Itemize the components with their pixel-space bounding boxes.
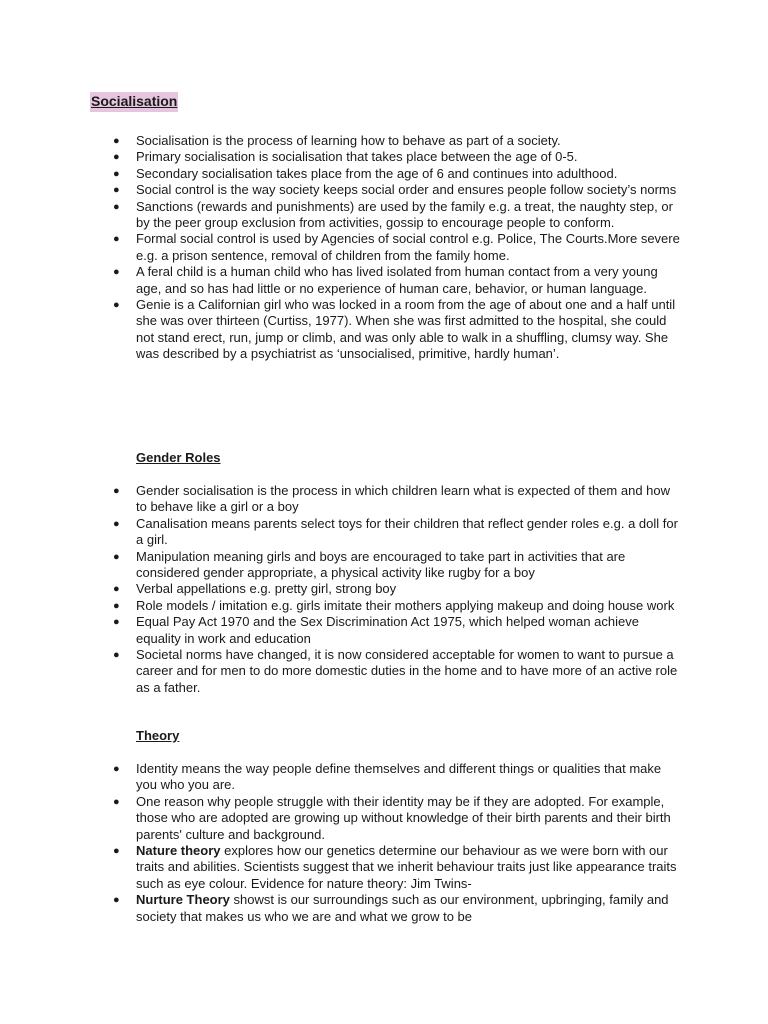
bullet-icon: ●: [113, 299, 120, 312]
list-item: ● Socialisation is the process of learning how to behave as part of a society.: [113, 133, 561, 148]
bullet-icon: ●: [113, 763, 120, 775]
bullet-icon: ●: [113, 649, 120, 662]
bullet-icon: ●: [113, 233, 120, 246]
gender-roles-list: [0, 483, 768, 696]
list-item: ● One reason why people struggle with their identity may be if they are adopted. For example, those who are adopted are growing up without knowledge of their birth parents and their birth parents' culture and background.: [113, 793, 671, 842]
bullet-icon: ●: [113, 517, 120, 530]
bullet-icon: ●: [113, 151, 120, 164]
list-item: ● Societal norms have changed, it is now considered acceptable for women to want to pursue a career and for men to do more domestic duties in the home and to have more of an active role as a father.: [113, 647, 678, 695]
list-item: ● Nurture Theory showst is our surroundings such as our environment, upbringing, family and society that makes us who we are and what we grow to be: [113, 892, 669, 924]
bullet-icon: ●: [113, 599, 120, 612]
list-item: ● Role models / imitation e.g. girls imitate their mothers applying makeup and doing house work: [113, 597, 675, 613]
gender-roles-heading: Gender Roles: [136, 450, 221, 465]
list-item: ● Gender socialisation is the process in which children learn what is expected of them and how to behave like a girl or a boy: [113, 483, 671, 515]
list-item: ● Canalisation means parents select toys for their children that reflect gender roles e.g. a doll for a girl.: [113, 515, 678, 548]
bullet-icon: ●: [113, 485, 120, 497]
bullet-icon: ●: [113, 200, 120, 213]
list-item: ● Secondary socialisation takes place from the age of 6 and continues into adulthood.: [113, 165, 618, 181]
list-item: ● Nature theory explores how our genetics determine our behaviour as we were born with our traits and abilities. Scientists suggest that we inherit behaviour traits just like appearance traits such as eye colour. Evidence for nature theory: Jim Twins-: [113, 843, 677, 891]
bullet-icon: ●: [113, 550, 120, 563]
bullet-icon: ●: [113, 616, 120, 629]
bullet-icon: ●: [113, 184, 120, 197]
list-item: ● Genie is a Californian girl who was locked in a room from the age of about one and a half until she was over thirteen (Curtiss, 1977). When she was first admitted to the hospital, she could not stand erect, run, jump or climb, and was only able to walk in a shuffling, clumsy way. She was described by a psychiatrist as ‘unsocialised, primitive, hardly human’.: [113, 297, 676, 362]
bullet-icon: ●: [113, 845, 120, 858]
bullet-icon: ●: [113, 167, 120, 180]
list-item: ● Social control is the way society keeps social order and ensures people follow society’s norms: [113, 182, 677, 198]
theory-heading: Theory: [136, 728, 180, 743]
list-item: ● A feral child is a human child who has lived isolated from human contact from a very young age, and so has had little or no experience of human care, behavior, or human language.: [113, 264, 658, 296]
bullet-icon: ●: [113, 894, 120, 907]
bullet-icon: ●: [113, 795, 120, 808]
list-item: ● Sanctions (rewards and punishments) are used by the family e.g. a treat, the naughty step, or by the peer group exclusion from activities, gossip to encourage people to conform.: [113, 198, 673, 231]
list-item: ● Identity means the way people define themselves and different things or qualities that make you who you are.: [113, 761, 662, 793]
bullet-icon: ●: [113, 583, 120, 596]
list-item: ● Equal Pay Act 1970 and the Sex Discrimination Act 1975, which helped woman achieve equality in work and education: [113, 614, 639, 646]
list-item: ● Formal social control is used by Agencies of social control e.g. Police, The Courts.More severe e.g. a prison sentence, removal of children from the family home.: [113, 231, 680, 263]
bullet-icon: ●: [113, 266, 120, 279]
list-item: ● Primary socialisation is socialisation that takes place between the age of 0-5.: [113, 149, 578, 165]
list-item: ● Verbal appellations e.g. pretty girl, strong boy: [113, 581, 397, 597]
bullet-icon: ●: [113, 135, 120, 147]
theory-list: [0, 761, 768, 925]
document-title: Socialisation: [90, 92, 178, 112]
socialisation-list: [0, 133, 768, 363]
list-item: ● Manipulation meaning girls and boys are encouraged to take part in activities that are considered gender appropriate, a physical activity like rugby for a boy: [113, 548, 626, 581]
